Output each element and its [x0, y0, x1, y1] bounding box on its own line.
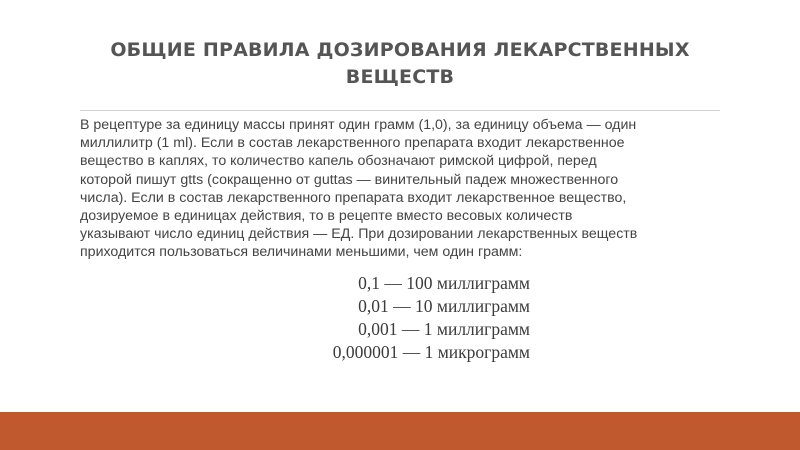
body-paragraph: [80, 116, 730, 262]
dose-row: 0,1 — 100 миллиграмм: [358, 273, 530, 293]
dose-conversion-list: [250, 272, 530, 364]
footer-accent-bar: [0, 412, 800, 450]
dose-row: 0,000001 — 1 микрограмм: [332, 342, 530, 362]
slide-title: ОБЩИЕ ПРАВИЛА ДОЗИРОВАНИЯ ЛЕКАРСТВЕННЫХ ВЕЩЕСТВ: [110, 39, 690, 88]
body-line: приходится пользоваться величинами меньшими, чем один грамм:: [80, 244, 523, 261]
body-line: числа). Если в состав лекарственного препарата входит лекарственное вещество,: [80, 189, 627, 206]
title-divider: [80, 110, 720, 111]
body-line: вещество в каплях, то количество капель обозначают римской цифрой, перед: [80, 153, 597, 170]
body-line: миллилитр (1 ml). Если в состав лекарственного препарата входит лекарственное: [80, 135, 625, 152]
dose-row: 0,001 — 1 миллиграмм: [358, 319, 530, 339]
body-line: которой пишут gtts (сокращенно от guttas — винительный падеж множественного: [80, 171, 619, 188]
body-line: дозируемое в единицах действия, то в рецепте вместо весовых количеств: [80, 208, 573, 225]
body-line: указывают число единиц действия — ЕД. При дозировании лекарственных веществ: [80, 226, 638, 243]
dose-row: 0,01 — 10 миллиграмм: [358, 296, 530, 316]
body-line: В рецептуре за единицу массы принят один грамм (1,0), за единицу объема — один: [80, 117, 637, 133]
